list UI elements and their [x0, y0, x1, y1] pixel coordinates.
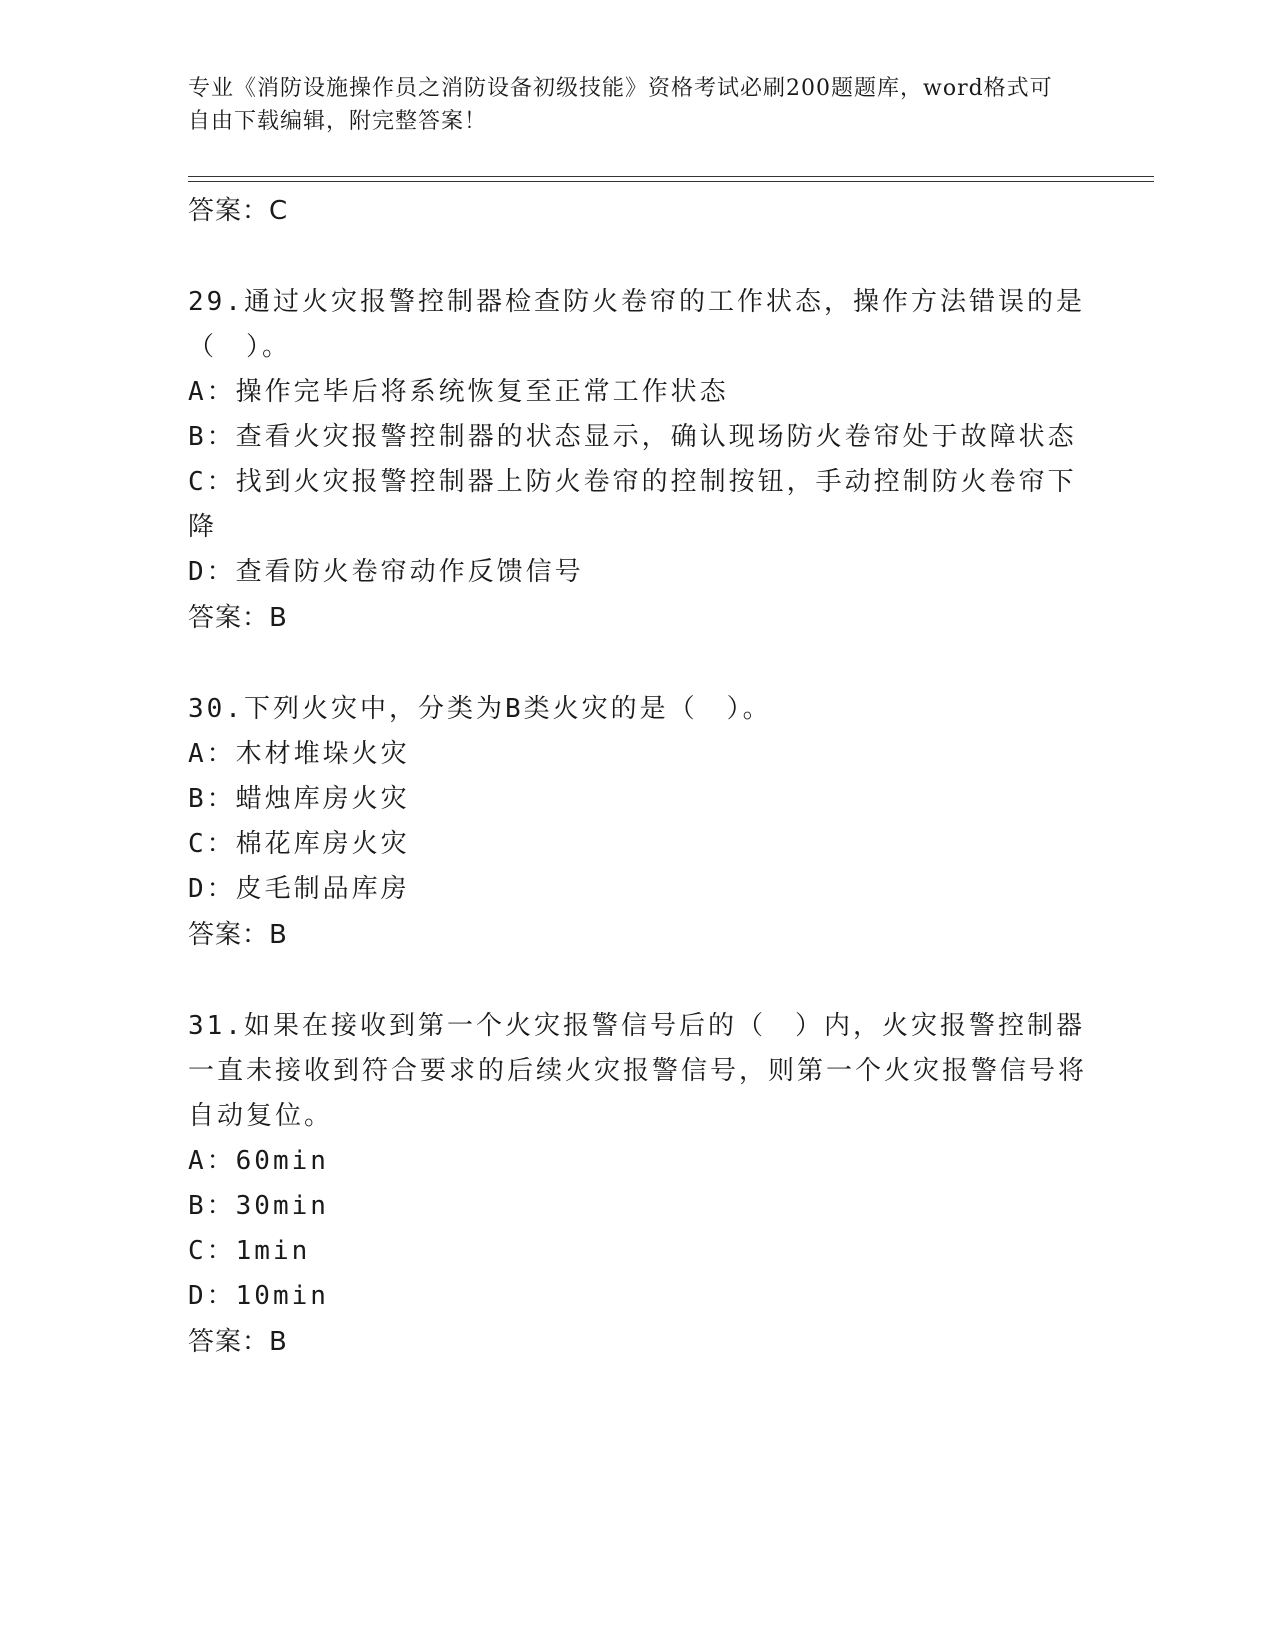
question-stem: 29.通过火灾报警控制器检查防火卷帘的工作状态，操作方法错误的是（ ）。 — [188, 287, 1085, 362]
answer-line: 答案：B — [188, 1327, 288, 1357]
option-b: B：查看火灾报警控制器的状态显示，确认现场防火卷帘处于故障状态 — [188, 422, 1077, 452]
question-30 — [188, 687, 1088, 958]
answer-line: 答案：C — [188, 196, 289, 226]
option-a: A：木材堆垛火灾 — [188, 739, 410, 769]
spacer — [188, 958, 1088, 1004]
spacer — [188, 641, 1088, 687]
document-header: 专业《消防设施操作员之消防设备初级技能》资格考试必刷200题题库，word格式可自由下载编辑，附完整答案！ — [188, 76, 1053, 134]
option-c: C：1min — [188, 1236, 311, 1266]
answer-line: 答案：B — [188, 603, 288, 633]
option-b: B：蜡烛库房火灾 — [188, 784, 410, 814]
option-d: D：10min — [188, 1281, 329, 1311]
question-29 — [188, 280, 1088, 641]
question-31 — [188, 1004, 1088, 1365]
option-d: D：查看防火卷帘动作反馈信号 — [188, 557, 584, 587]
header-divider-bottom — [188, 181, 1154, 182]
question-list — [188, 188, 1088, 1365]
option-a: A：操作完毕后将系统恢复至正常工作状态 — [188, 377, 729, 407]
question-stem: 30.下列火灾中，分类为B类火灾的是（ ）。 — [188, 694, 772, 724]
header-divider-top — [188, 176, 1154, 177]
option-c: C：找到火灾报警控制器上防火卷帘的控制按钮，手动控制防火卷帘下降 — [188, 467, 1077, 542]
option-a: A：60min — [188, 1146, 329, 1176]
option-b: B：30min — [188, 1191, 329, 1221]
option-c: C：棉花库房火灾 — [188, 829, 410, 859]
answer-line: 答案：B — [188, 920, 288, 950]
spacer — [188, 234, 1088, 280]
question-stem: 31.如果在接收到第一个火灾报警信号后的（ ）内，火灾报警控制器一直未接收到符合要求的后续火灾报警信号，则第一个火灾报警信号将自动复位。 — [188, 1011, 1088, 1131]
option-d: D：皮毛制品库房 — [188, 874, 410, 904]
